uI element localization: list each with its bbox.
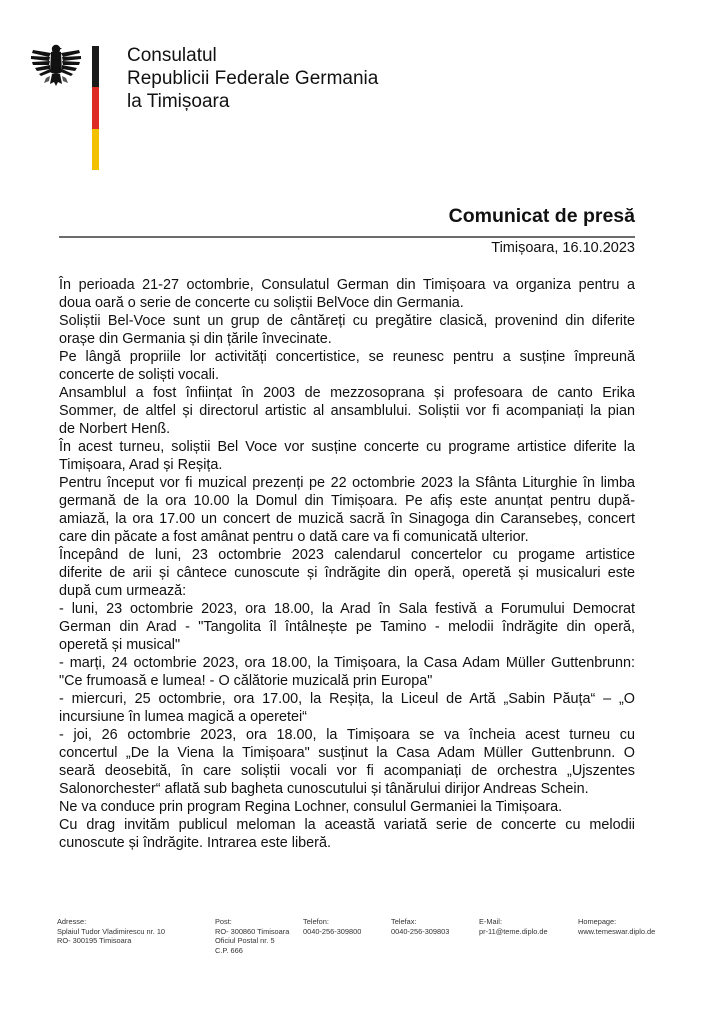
text-line-content: amiază, la ora 17.00 un concert de muzică sacră în Sinagoga din Caransebeș, concert	[59, 511, 635, 527]
text-line	[59, 348, 635, 366]
footer-value: 0040-256-309800	[303, 926, 362, 936]
text-line-content: seară deosebită, în care soliștii vocali vor fi acompaniați de orchestra „Ujszentes	[59, 763, 635, 779]
paragraph	[59, 654, 635, 690]
text-line	[59, 708, 635, 726]
text-line-content: operetă și musical"	[59, 637, 181, 653]
footer-value: 0040-256-309803	[391, 926, 450, 936]
homepage-link[interactable]: www.temeswar.diplo.de	[578, 926, 656, 936]
text-line	[59, 816, 635, 834]
flag-gold-stripe	[92, 129, 99, 170]
paragraph	[59, 312, 635, 348]
text-line	[59, 420, 635, 438]
footer-label: Telefon:	[303, 917, 329, 926]
footer-value: RO- 300860 Timisoara	[215, 926, 290, 936]
text-line	[59, 294, 635, 312]
flag-red-stripe	[92, 87, 99, 129]
text-line	[59, 438, 635, 456]
paragraph	[59, 690, 635, 726]
footer-value: C.P. 666	[215, 945, 243, 955]
text-line-content: - marți, 24 octombrie 2023, ora 18.00, la Timișoara, la Casa Adam Müller Guttenbrunn:	[59, 655, 635, 671]
text-line	[59, 564, 635, 582]
footer-label: Adresse:	[57, 917, 87, 926]
title-divider	[59, 236, 635, 238]
paragraph	[59, 276, 635, 312]
paragraph	[59, 546, 635, 600]
footer-label: E-Mail:	[479, 917, 502, 926]
footer-column	[303, 917, 361, 936]
paragraph	[59, 438, 635, 474]
text-line	[59, 330, 635, 348]
text-line-content: German din Arad - "Tangolita îl întâlnește pe Tamino - melodii îndrăgite din operă,	[59, 619, 635, 635]
text-line-content: germană de la ora 10.00 la Domul din Timișoara. Pe afiș este anunțat pentru după-	[59, 493, 635, 509]
text-line-content: Pentru început vor fi muzical prezenți pe 22 octombrie 2023 la Sfânta Liturghie în limba	[59, 475, 635, 491]
text-line	[59, 780, 635, 798]
footer-column	[578, 917, 655, 936]
paragraph	[59, 348, 635, 384]
paragraph	[59, 726, 635, 798]
text-line-content: "Ce frumoasă e lumea! - O călătorie muzicală prin Europa"	[59, 673, 433, 689]
text-line	[59, 492, 635, 510]
text-line-content: - miercuri, 25 octombrie, ora 17.00, la Reșița, la Liceul de Artă „Sabin Păuța“ – „O	[59, 691, 635, 707]
text-line	[59, 726, 635, 744]
text-line	[59, 798, 635, 816]
footer-value: Splaiul Tudor Vladimirescu nr. 10	[57, 926, 166, 936]
email-link[interactable]: pr-11@teme.diplo.de	[479, 926, 548, 936]
org-line: Consulatul	[127, 45, 217, 66]
text-line-content: incursiune în lumea magică a operetei“	[59, 709, 307, 725]
text-line	[59, 384, 635, 402]
text-line	[59, 762, 635, 780]
text-line	[59, 456, 635, 474]
text-line	[59, 600, 635, 618]
text-line-content: care din păcate a fost amânat pentru o dată care va fi comunicată ulterior.	[59, 529, 529, 545]
paragraph	[59, 600, 635, 654]
paragraph	[59, 816, 635, 852]
org-line: Republicii Federale Germania	[127, 68, 379, 89]
press-release-body	[59, 276, 635, 852]
text-line	[59, 402, 635, 420]
text-line-content: Ne va conduce prin program Regina Lochner, consulul Germaniei la Timișoara.	[59, 799, 563, 815]
text-line	[59, 510, 635, 528]
flag-black-stripe	[92, 46, 99, 87]
text-line-content: Timișoara, Arad și Reșița.	[59, 457, 223, 473]
text-line	[59, 636, 635, 654]
org-line: la Timișoara	[127, 91, 230, 112]
footer-column	[479, 917, 548, 936]
organization-name	[127, 44, 378, 113]
text-line	[59, 312, 635, 330]
text-line	[59, 276, 635, 294]
text-line-content: concertul „De la Viena la Timișoara" susținut la Casa Adam Müller Guttenbrunn. O	[59, 745, 635, 761]
text-line-content: În perioada 21-27 octombrie, Consulatul German din Timișoara va organiza pentru a	[59, 277, 635, 293]
text-line-content: diferite de arii și cântece cunoscute și îndrăgite din operă, operetă și musicaluri este	[59, 565, 635, 581]
text-line	[59, 582, 635, 600]
text-line-content: Pe lângă propriile lor activități concertistice, se reunesc pentru a susține împreună	[59, 349, 635, 365]
text-line	[59, 672, 635, 690]
text-line	[59, 744, 635, 762]
text-line-content: după cum urmează:	[59, 583, 187, 599]
text-line	[59, 834, 635, 852]
text-line	[59, 654, 635, 672]
text-line-content: doua oară o serie de concerte cu soliștii BelVoce din Germania.	[59, 295, 464, 311]
text-line	[59, 474, 635, 492]
text-line-content: - luni, 23 octombrie 2023, ora 18.00, la Arad în Sala festivă a Forumului Democrat	[59, 601, 635, 617]
text-line	[59, 546, 635, 564]
text-line-content: În acest turneu, soliștii Bel Voce vor susține concerte cu programe artistice diferite la	[59, 439, 635, 455]
footer-column	[391, 917, 449, 936]
text-line-content: Salonorchester“ aflată sub bagheta cunoscutului și tânărului dirijor Andreas Schein.	[59, 781, 589, 797]
text-line-content: Sommer, de altfel și directorul artistic al ansamblului. Soliștii vor fi acompaniați la pian	[59, 403, 635, 419]
text-line-content: orașe din Germania și din țările învecinate.	[59, 331, 332, 347]
paragraph	[59, 798, 635, 816]
place-date: Timișoara, 16.10.2023	[491, 240, 635, 256]
footer-column	[57, 917, 165, 946]
text-line-content: - joi, 26 octombrie 2023, ora 18.00, la Timișoara se va încheia acest turneu cu	[59, 727, 635, 743]
german-flag-bar	[92, 46, 99, 170]
document-title: Comunicat de presă	[448, 205, 635, 227]
footer-column	[215, 917, 289, 955]
text-line	[59, 618, 635, 636]
federal-eagle-icon	[29, 42, 83, 92]
text-line-content: cunoscute și îndrăgite. Intrarea este liberă.	[59, 835, 331, 851]
text-line-content: Ansamblul a fost înființat în 2003 de mezzosoprana și profesoara de canto Erika	[59, 385, 635, 401]
text-line	[59, 528, 635, 546]
footer-label: Telefax:	[391, 917, 417, 926]
text-line-content: de Norbert Henß.	[59, 421, 171, 437]
text-line	[59, 366, 635, 384]
text-line-content: Soliștii Bel-Voce sunt un grup de cântăreți cu pregătire clasică, provenind din diferite	[59, 313, 635, 329]
text-line-content: Începând de luni, 23 octombrie 2023 calendarul concertelor cu progame artistice	[59, 547, 635, 563]
paragraph	[59, 474, 635, 546]
footer-label: Homepage:	[578, 917, 617, 926]
paragraph	[59, 384, 635, 438]
text-line	[59, 690, 635, 708]
text-line-content: concerte de soliști vocali.	[59, 367, 219, 383]
footer-value: Oficiul Postal nr. 5	[215, 936, 275, 946]
footer-value: RO- 300195 Timisoara	[57, 936, 132, 946]
text-line-content: Cu drag invităm publicul meloman la această variată serie de concerte cu melodii	[59, 817, 635, 833]
footer-label: Post:	[215, 917, 232, 926]
